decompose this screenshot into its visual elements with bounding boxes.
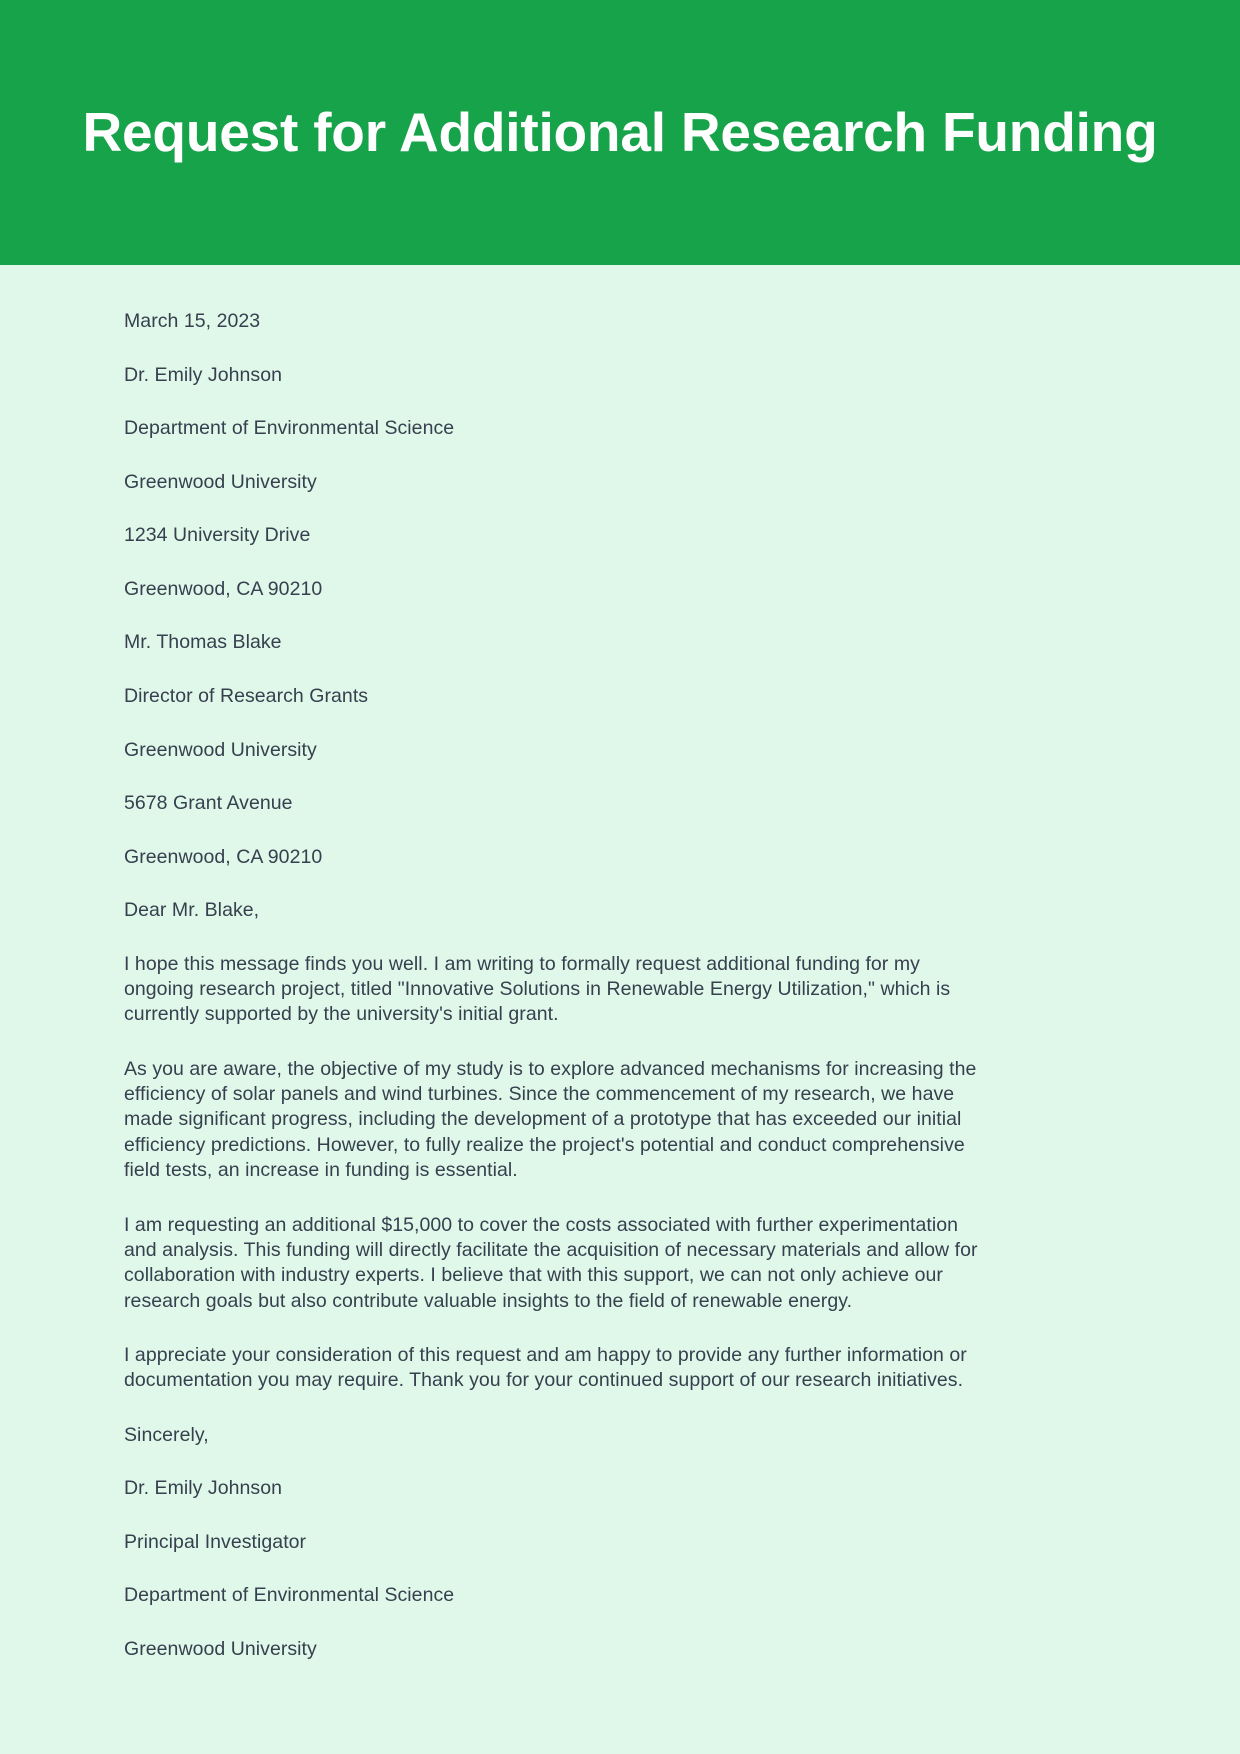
signature-line: Dr. Emily Johnson (124, 1477, 282, 1500)
body-paragraph: I am requesting an additional $15,000 to cover the costs associated with further experimentation and analysis. This funding will directly facilitate the acquisition of necessary materials and allow for collaboration with industry experts. I believe that with this support, we can not only achieve our research goals but also contribute valuable insights to the field of renewable energy. (124, 1213, 978, 1312)
recipient-line: Greenwood University (124, 738, 317, 761)
recipient-line: 5678 Grant Avenue (124, 792, 293, 815)
recipient-line: Mr. Thomas Blake (124, 631, 282, 654)
signature-line: Principal Investigator (124, 1530, 307, 1553)
sender-line: Dr. Emily Johnson (124, 363, 282, 386)
signature-line: Greenwood University (124, 1637, 317, 1660)
recipient-line: Greenwood, CA 90210 (124, 845, 323, 868)
signature-block (124, 1476, 1100, 1661)
letter-content (0, 265, 1240, 1754)
sender-line: Greenwood University (124, 470, 317, 493)
sender-address-block (124, 363, 1100, 602)
body-paragraph: I hope this message finds you well. I am writing to formally request additional funding for my ongoing research project, titled "Innovative Solutions in Renewable Energy Utilization," which is currently supported by the university's initial grant. (124, 952, 951, 1026)
sender-line: Department of Environmental Science (124, 417, 455, 440)
letter-header-banner (0, 0, 1240, 265)
sender-line: Greenwood, CA 90210 (124, 577, 323, 600)
salutation: Dear Mr. Blake, (124, 899, 260, 922)
body-paragraph: As you are aware, the objective of my study is to explore advanced mechanisms for increasing the efficiency of solar panels and wind turbines. Since the commencement of my research, we have made significant progress, including the development of a prototype that has exceeded our initial efficiency predictions. However, to fully realize the project's potential and conduct comprehensive field tests, an increase in funding is essential. (124, 1057, 977, 1182)
closing-salutation: Sincerely, (124, 1423, 209, 1446)
page-title: Request for Additional Research Funding (82, 100, 1158, 163)
recipient-line: Director of Research Grants (124, 684, 369, 707)
body-paragraph: I appreciate your consideration of this request and am happy to provide any further information or documentation you may require. Thank you for your continued support of our research initiatives. (124, 1343, 967, 1392)
signature-line: Department of Environmental Science (124, 1584, 455, 1607)
recipient-address-block (124, 630, 1100, 869)
sender-line: 1234 University Drive (124, 524, 311, 547)
letter-date: March 15, 2023 (124, 310, 261, 332)
letter-paragraphs (124, 952, 1100, 1394)
